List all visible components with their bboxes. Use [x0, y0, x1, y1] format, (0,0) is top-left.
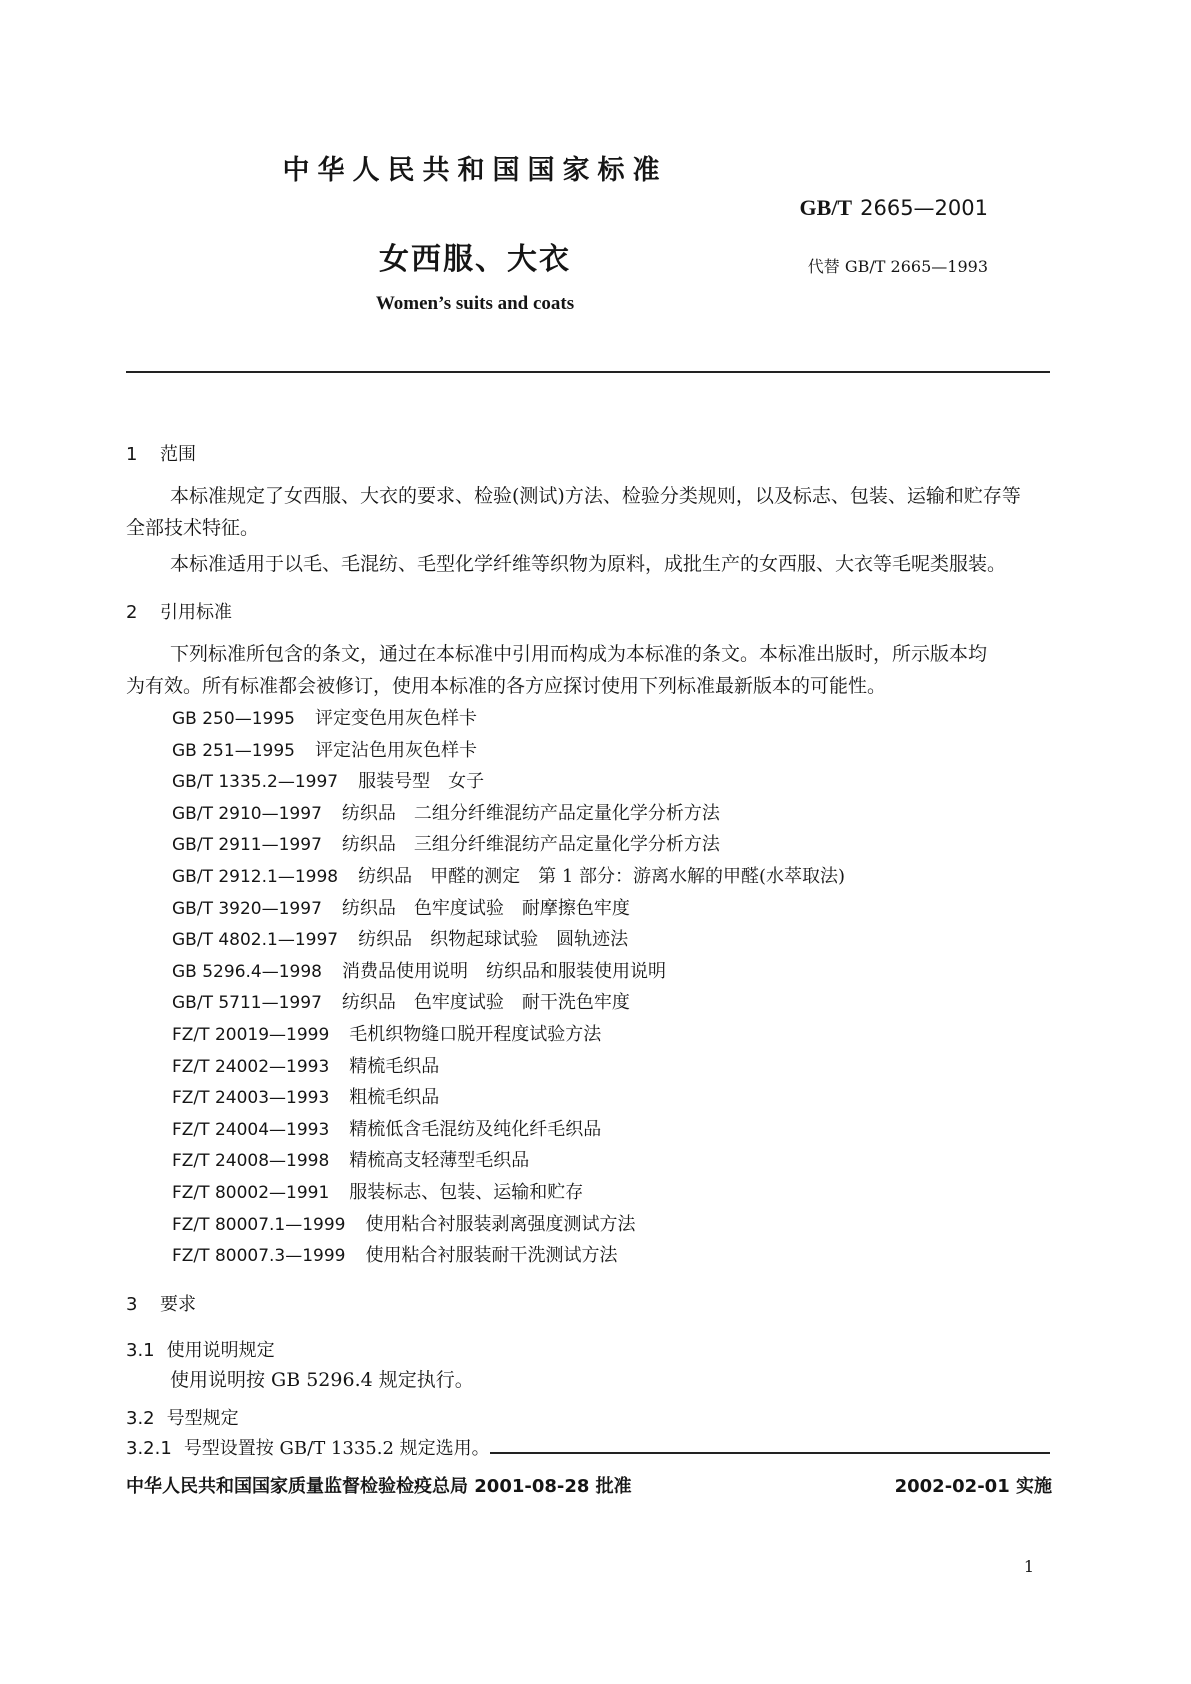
reference-item	[172, 924, 845, 956]
scope-paragraph-2: 本标准适用于以毛、毛混纺、毛型化学纤维等织物为原料，成批生产的女西服、大衣等毛呢类服装。	[170, 553, 1007, 575]
section-title: 要求	[160, 1294, 196, 1315]
subsection-3-2	[126, 1404, 239, 1430]
standard-code-number: 2665—2001	[860, 196, 988, 220]
reference-title: 纺织品 色牢度试验 耐摩擦色牢度	[341, 897, 630, 919]
section-number: 1	[126, 444, 138, 465]
reference-title: 纺织品 织物起球试验 圆轨迹法	[358, 929, 629, 951]
reference-item	[172, 798, 845, 830]
reference-item	[172, 1082, 845, 1114]
reference-title: 服装标志、包装、运输和贮存	[349, 1181, 584, 1203]
reference-title: 评定变色用灰色样卡	[314, 708, 477, 729]
reference-title: 纺织品 三组分纤维混纺产品定量化学分析方法	[341, 834, 720, 856]
reference-code: FZ/T 24003—1993	[172, 1088, 330, 1109]
reference-code: FZ/T 80007.1—1999	[172, 1214, 346, 1235]
reference-item	[172, 766, 845, 798]
subsection-3-1-text: 使用说明按 GB 5296.4 规定执行。	[170, 1369, 474, 1391]
reference-item	[172, 893, 845, 925]
reference-item	[172, 735, 845, 767]
reference-code: FZ/T 20019—1999	[172, 1024, 330, 1045]
subsection-3-1	[126, 1336, 275, 1362]
reference-code: FZ/T 80002—1991	[172, 1182, 330, 1203]
reference-title: 服装号型 女子	[358, 771, 485, 793]
document-title-english: Women’s suits and coats	[375, 293, 575, 314]
reference-code: GB/T 3920—1997	[172, 898, 322, 919]
reference-title: 精梳毛织品	[349, 1055, 440, 1077]
page-number: 1	[1023, 1557, 1034, 1576]
subsection-number: 3.2.1	[126, 1438, 172, 1459]
reference-title: 评定沾色用灰色样卡	[314, 739, 477, 761]
section-number: 3	[126, 1294, 138, 1315]
header-rule	[126, 371, 1050, 373]
reference-item	[172, 1240, 845, 1272]
reference-code: FZ/T 80007.3—1999	[172, 1246, 346, 1267]
reference-title: 毛机织物缝口脱开程度试验方法	[349, 1023, 602, 1045]
scope-paragraph-1-line-1: 本标准规定了女西服、大衣的要求、检验(测试)方法、检验分类规则，以及标志、包装、运输和贮存等	[170, 485, 1021, 507]
reference-title: 纺织品 色牢度试验 耐干洗色牢度	[341, 992, 630, 1014]
approval-line: 中华人民共和国国家质量监督检验检疫总局 2001-08-28 批准	[126, 1476, 632, 1497]
subsection-title: 使用说明规定	[166, 1340, 275, 1361]
standard-code	[800, 195, 988, 221]
reference-title: 使用粘合衬服装剥离强度测试方法	[365, 1213, 636, 1235]
section-heading-requirements	[126, 1290, 196, 1316]
reference-item	[172, 1019, 845, 1051]
reference-code: GB 5296.4—1998	[172, 961, 322, 982]
document-title: 女西服、大衣	[379, 242, 571, 277]
reference-title: 消费品使用说明 纺织品和服装使用说明	[342, 960, 666, 982]
reference-item	[172, 1177, 845, 1209]
subsection-number: 3.1	[126, 1340, 155, 1361]
reference-code: GB/T 5711—1997	[172, 993, 322, 1014]
section-title: 范围	[160, 444, 196, 465]
section-title: 引用标准	[160, 602, 232, 623]
scope-paragraph-1-line-2: 全部技术特征。	[126, 517, 260, 539]
reference-title: 纺织品 甲醛的测定 第 1 部分：游离水解的甲醛(水萃取法)	[358, 865, 846, 887]
reference-title: 纺织品 二组分纤维混纺产品定量化学分析方法	[341, 802, 720, 824]
standard-code-prefix: GB/T	[799, 195, 853, 220]
reference-code: GB 250—1995	[172, 709, 295, 729]
reference-item	[172, 829, 845, 861]
effective-date: 2002-02-01 实施	[894, 1476, 1052, 1497]
subsection-title: 号型规定	[166, 1408, 239, 1429]
reference-code: GB/T 4802.1—1997	[172, 930, 339, 951]
reference-item	[172, 861, 845, 893]
subsection-number: 3.2	[126, 1408, 155, 1429]
reference-code: FZ/T 24008—1998	[172, 1151, 330, 1172]
references-intro-line-1: 下列标准所包含的条文，通过在本标准中引用而构成为本标准的条文。本标准出版时，所示版本均	[170, 643, 988, 665]
reference-code: GB/T 2910—1997	[172, 803, 322, 824]
reference-item	[172, 1114, 845, 1146]
reference-code: GB/T 2912.1—1998	[172, 866, 339, 887]
standard-organization: 中华人民共和国国家标准	[282, 155, 668, 186]
section-number: 2	[126, 602, 138, 623]
references-intro-line-2: 为有效。所有标准都会被修订，使用本标准的各方应探讨使用下列标准最新版本的可能性。	[126, 675, 887, 697]
reference-code: GB/T 1335.2—1997	[172, 772, 339, 793]
subsection-3-2-1	[126, 1434, 490, 1460]
reference-title: 使用粘合衬服装耐干洗测试方法	[365, 1245, 618, 1267]
reference-title: 精梳低含毛混纺及纯化纤毛织品	[349, 1118, 602, 1140]
reference-item	[172, 956, 845, 988]
reference-item	[172, 1051, 845, 1083]
section-heading-references	[126, 598, 232, 624]
reference-item	[172, 1209, 845, 1241]
reference-list	[172, 703, 845, 1272]
reference-item	[172, 703, 845, 735]
reference-code: FZ/T 24002—1993	[172, 1056, 330, 1077]
replaces-note: 代替 GB/T 2665—1993	[807, 257, 988, 276]
reference-code: FZ/T 24004—1993	[172, 1119, 330, 1140]
subsection-text: 号型设置按 GB/T 1335.2 规定选用。	[183, 1438, 490, 1459]
reference-code: GB 251—1995	[172, 740, 295, 761]
reference-item	[172, 1145, 845, 1177]
reference-title: 精梳高支轻薄型毛织品	[349, 1150, 530, 1172]
reference-item	[172, 987, 845, 1019]
reference-code: GB/T 2911—1997	[172, 835, 322, 856]
reference-title: 粗梳毛织品	[349, 1087, 440, 1109]
section-heading-scope	[126, 440, 196, 466]
